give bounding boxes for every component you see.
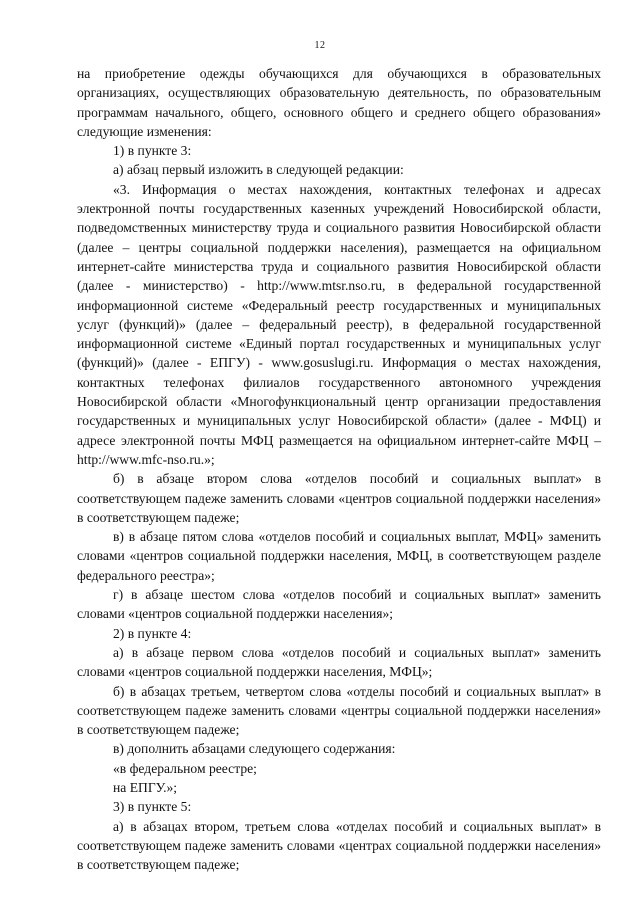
paragraph-item-1a: а) абзац первый изложить в следующей редакции: bbox=[113, 162, 404, 178]
paragraph-item-3: 3) в пункте 5: bbox=[113, 799, 192, 815]
paragraph-item-3a: а) в абзацах втором, третьем слова «отделах пособий и социальных выплат» в соответствующем падеже заменить словами «центрах социальной поддержки населения» в соответствующем падеже; bbox=[77, 818, 601, 873]
paragraph-quote-epgu: на ЕПГУ.»; bbox=[113, 779, 178, 795]
paragraph-item-2v: в) дополнить абзацами следующего содержания: bbox=[113, 741, 396, 757]
paragraph-item-2b: б) в абзацах третьем, четвертом слова «отделы пособий и социальных выплат» в соответствующем падеже заменить словами «центры социальной поддержки населения» в соответствующем падеже; bbox=[77, 683, 601, 738]
paragraph-item-1b: б) в абзаце втором слова «отделов пособий и социальных выплат» в соответствующем падеже заменить словами «центров социальной поддержки населения» в соответствующем падеже; bbox=[77, 471, 601, 525]
paragraph-item-1g: г) в абзаце шестом слова «отделов пособий и социальных выплат» заменить словами «центров социальной поддержки населения»; bbox=[77, 587, 601, 622]
paragraph-intro: на приобретение одежды обучающихся для обучающихся в образовательных организациях, осуществляющих образовательную деятельность, по образовательным программам начального, общего, основного общего и среднего общего образования» следующие изменения: bbox=[77, 66, 601, 139]
page-number: 12 bbox=[314, 40, 326, 51]
paragraph-quote-federal-registry: «в федеральном реестре; bbox=[113, 760, 257, 776]
paragraph-item-1: 1) в пункте 3: bbox=[113, 143, 192, 159]
paragraph-item-1v: в) в абзаце пятом слова «отделов пособий и социальных выплат, МФЦ» заменить словами «центров социальной поддержки населения, МФЦ, в соответствующем разделе федерального реестра»; bbox=[77, 529, 601, 583]
paragraph-item-2a: а) в абзаце первом слова «отделов пособий и социальных выплат» заменить словами «центров социальной поддержки населения, МФЦ»; bbox=[77, 644, 601, 680]
paragraph-item-2: 2) в пункте 4: bbox=[113, 625, 192, 641]
paragraph-quote-3: «3. Информация о местах нахождения, контактных телефонах и адресах электронной почты государственных казенных учреждений Новосибирской области, подведомственных министерству труда и социального развития Новосибирской области (далее – центры социальной поддержки населения), размещается на официальном интернет-сайте министерства труда и социального развития Новосибирской области (далее - министерство) - http://www.mtsr.nso.ru, в федеральной государственной информационной системе «Федеральный реестр государственных и муниципальных услуг (функций)» (далее – федеральный реестр), в федеральной государственной информационной системе «Единый портал государственных и муниципальных услуг (функций)» (далее - ЕПГУ) - www.gosuslugi.ru. Информация о местах нахождения, контактных телефонах филиалов государственного автономного учреждения Новосибирской области «Многофункциональный центр организации предоставления государственных и муниципальных услуг Новосибирской области» (далее - МФЦ) и адресе электронной почты МФЦ размещается на официальном интернет-сайте МФЦ – http://www.mfc-nso.ru.»; bbox=[77, 181, 601, 467]
document-body bbox=[77, 64, 601, 874]
